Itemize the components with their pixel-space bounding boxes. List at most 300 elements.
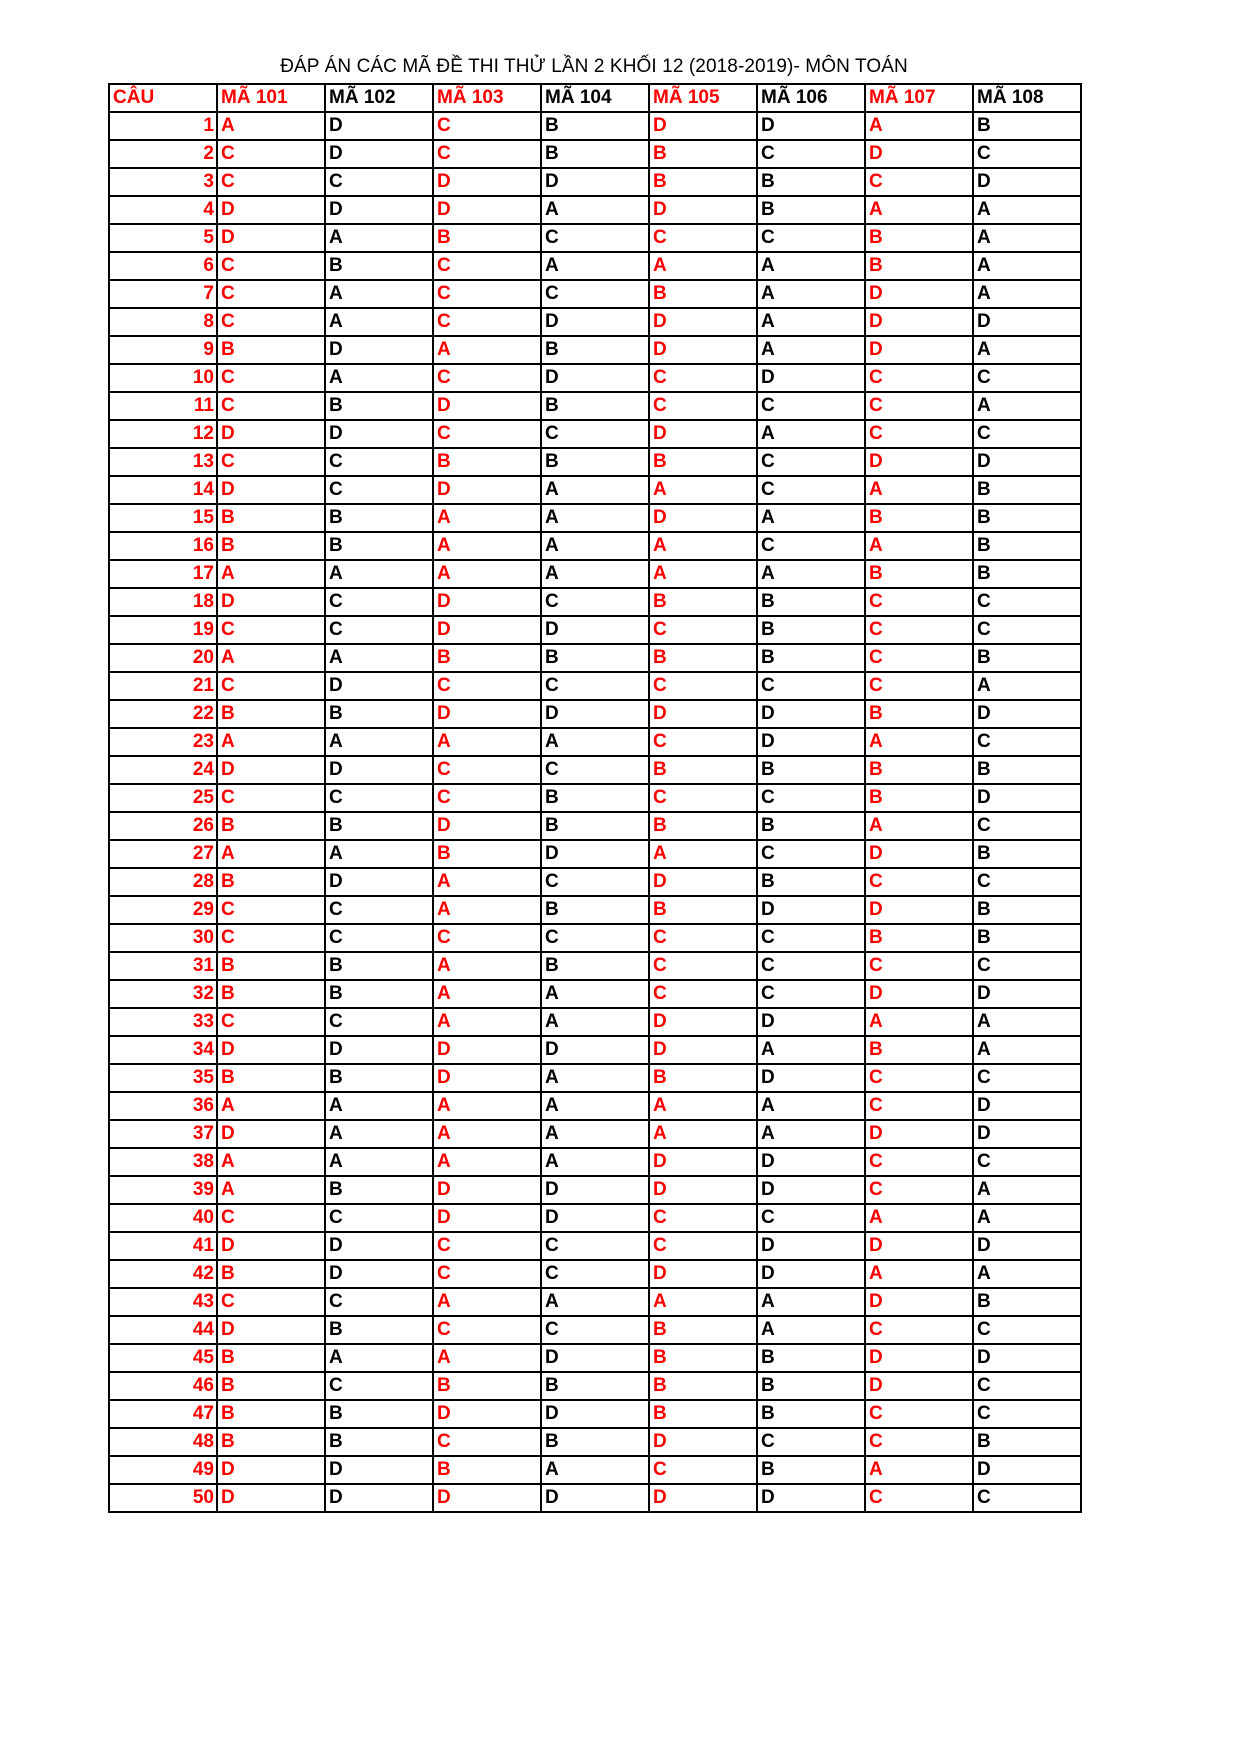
answer-cell: A <box>433 1092 541 1120</box>
table-row <box>109 1484 1081 1512</box>
answer-cell: A <box>649 1288 757 1316</box>
answer-cell: B <box>541 448 649 476</box>
answer-cell: D <box>217 1456 325 1484</box>
answer-cell: D <box>541 364 649 392</box>
answer-cell: C <box>649 784 757 812</box>
table-row <box>109 588 1081 616</box>
answer-cell: B <box>649 1316 757 1344</box>
table-row <box>109 980 1081 1008</box>
table-row <box>109 1344 1081 1372</box>
question-number-cell: 22 <box>109 700 217 728</box>
answer-cell: B <box>865 252 973 280</box>
answer-cell: A <box>433 336 541 364</box>
answer-cell: C <box>649 980 757 1008</box>
table-row <box>109 560 1081 588</box>
answer-cell: D <box>649 1176 757 1204</box>
answer-cell: C <box>541 868 649 896</box>
answer-cell: B <box>865 560 973 588</box>
answer-cell: C <box>865 672 973 700</box>
page-title: ĐÁP ÁN CÁC MÃ ĐỀ THI THỬ LẦN 2 KHỐI 12 (2018-2019)- MÔN TOÁN <box>280 56 908 77</box>
answer-cell: C <box>541 1316 649 1344</box>
answer-cell: C <box>865 588 973 616</box>
question-number-cell: 42 <box>109 1260 217 1288</box>
answer-cell: D <box>649 1484 757 1512</box>
answer-cell: D <box>217 420 325 448</box>
question-number-cell: 8 <box>109 308 217 336</box>
answer-cell: A <box>325 364 433 392</box>
table-row <box>109 532 1081 560</box>
answer-cell: A <box>325 1148 433 1176</box>
answer-cell: A <box>541 560 649 588</box>
header-cau: CÂU <box>109 84 217 112</box>
answer-cell: C <box>217 1204 325 1232</box>
table-row <box>109 896 1081 924</box>
table-row <box>109 392 1081 420</box>
answer-cell: A <box>649 840 757 868</box>
answer-cell: D <box>973 1232 1081 1260</box>
question-number-cell: 21 <box>109 672 217 700</box>
table-row <box>109 728 1081 756</box>
answer-cell: B <box>757 1456 865 1484</box>
table-row <box>109 672 1081 700</box>
question-number-cell: 41 <box>109 1232 217 1260</box>
answer-cell: D <box>541 308 649 336</box>
answer-cell: C <box>757 952 865 980</box>
answer-cell: C <box>217 616 325 644</box>
answer-cell: B <box>433 224 541 252</box>
answer-cell: C <box>757 392 865 420</box>
answer-cell: B <box>757 868 865 896</box>
table-row <box>109 1232 1081 1260</box>
answer-cell: C <box>973 420 1081 448</box>
answer-cell: C <box>217 784 325 812</box>
question-number-cell: 50 <box>109 1484 217 1512</box>
answer-cell: D <box>541 616 649 644</box>
answer-cell: B <box>325 392 433 420</box>
answer-cell: B <box>865 756 973 784</box>
question-number-cell: 32 <box>109 980 217 1008</box>
answer-cell: C <box>325 784 433 812</box>
answer-cell: D <box>757 1064 865 1092</box>
answer-cell: D <box>433 1176 541 1204</box>
answer-cell: C <box>433 756 541 784</box>
answer-cell: C <box>541 1232 649 1260</box>
answer-cell: D <box>325 1260 433 1288</box>
answer-cell: A <box>973 196 1081 224</box>
answer-cell: B <box>649 812 757 840</box>
answer-cell: D <box>541 1036 649 1064</box>
answer-cell: B <box>541 336 649 364</box>
answer-cell: B <box>973 840 1081 868</box>
answer-cell: B <box>973 756 1081 784</box>
answer-cell: C <box>433 140 541 168</box>
question-number-cell: 28 <box>109 868 217 896</box>
answer-cell: C <box>433 1428 541 1456</box>
answer-cell: A <box>325 1344 433 1372</box>
answer-cell: C <box>217 924 325 952</box>
answer-cell: A <box>541 1148 649 1176</box>
answer-cell: C <box>217 364 325 392</box>
answer-cell: D <box>865 1232 973 1260</box>
answer-cell: D <box>973 1092 1081 1120</box>
answer-cell: D <box>433 588 541 616</box>
answer-cell: D <box>865 1372 973 1400</box>
answer-cell: D <box>865 1288 973 1316</box>
answer-cell: C <box>217 896 325 924</box>
answer-cell: D <box>433 392 541 420</box>
answer-cell: C <box>757 140 865 168</box>
answer-cell: B <box>973 560 1081 588</box>
question-number-cell: 37 <box>109 1120 217 1148</box>
answer-cell: C <box>325 1288 433 1316</box>
answer-cell: B <box>757 1372 865 1400</box>
answer-cell: C <box>541 924 649 952</box>
question-number-cell: 27 <box>109 840 217 868</box>
table-row <box>109 1260 1081 1288</box>
answer-cell: A <box>649 532 757 560</box>
header-row <box>109 84 1081 112</box>
answer-cell: B <box>325 980 433 1008</box>
answer-cell: B <box>217 1260 325 1288</box>
question-number-cell: 20 <box>109 644 217 672</box>
answer-cell: B <box>325 532 433 560</box>
answer-cell: C <box>217 448 325 476</box>
answer-cell: C <box>541 672 649 700</box>
header-ma-101: MÃ 101 <box>217 84 325 112</box>
answer-cell: D <box>973 448 1081 476</box>
answer-cell: C <box>541 588 649 616</box>
answer-cell: C <box>217 1288 325 1316</box>
answer-cell: B <box>217 700 325 728</box>
table-row <box>109 952 1081 980</box>
answer-cell: B <box>865 784 973 812</box>
question-number-cell: 13 <box>109 448 217 476</box>
answer-cell: C <box>973 140 1081 168</box>
answer-cell: D <box>757 728 865 756</box>
answer-cell: D <box>433 1204 541 1232</box>
answer-cell: B <box>433 448 541 476</box>
answer-cell: C <box>433 420 541 448</box>
answer-cell: D <box>649 196 757 224</box>
answer-cell: D <box>433 1400 541 1428</box>
answer-cell: A <box>217 840 325 868</box>
answer-cell: D <box>973 784 1081 812</box>
table-row <box>109 700 1081 728</box>
answer-cell: D <box>217 1232 325 1260</box>
answer-cell: B <box>649 448 757 476</box>
answer-rows <box>109 112 1081 1512</box>
answer-cell: A <box>757 504 865 532</box>
table-row <box>109 168 1081 196</box>
answer-cell: C <box>757 532 865 560</box>
answer-cell: D <box>649 420 757 448</box>
answer-cell: C <box>865 1428 973 1456</box>
answer-cell: B <box>865 224 973 252</box>
question-number-cell: 45 <box>109 1344 217 1372</box>
answer-cell: B <box>973 924 1081 952</box>
answer-cell: C <box>757 1204 865 1232</box>
question-number-cell: 23 <box>109 728 217 756</box>
answer-cell: D <box>325 672 433 700</box>
question-number-cell: 29 <box>109 896 217 924</box>
answer-cell: C <box>865 1316 973 1344</box>
answer-cell: D <box>757 364 865 392</box>
answer-cell: C <box>865 392 973 420</box>
answer-cell: A <box>433 560 541 588</box>
answer-cell: D <box>757 112 865 140</box>
answer-cell: A <box>757 420 865 448</box>
answer-cell: B <box>217 952 325 980</box>
answer-cell: D <box>865 336 973 364</box>
table-row <box>109 924 1081 952</box>
answer-cell: B <box>973 644 1081 672</box>
header-ma-103: MÃ 103 <box>433 84 541 112</box>
answer-cell: A <box>757 1288 865 1316</box>
answer-cell: A <box>649 1092 757 1120</box>
answer-cell: A <box>325 280 433 308</box>
answer-cell: D <box>865 1344 973 1372</box>
answer-cell: D <box>433 1064 541 1092</box>
answer-cell: A <box>865 532 973 560</box>
answer-cell: A <box>865 728 973 756</box>
answer-cell: D <box>865 840 973 868</box>
answer-cell: B <box>325 700 433 728</box>
answer-cell: A <box>865 1456 973 1484</box>
answer-cell: B <box>649 168 757 196</box>
table-row <box>109 1148 1081 1176</box>
answer-cell: D <box>649 1148 757 1176</box>
answer-cell: A <box>325 1120 433 1148</box>
header-ma-102: MÃ 102 <box>325 84 433 112</box>
answer-cell: D <box>433 812 541 840</box>
answer-cell: D <box>649 504 757 532</box>
table-row <box>109 1008 1081 1036</box>
answer-cell: A <box>541 1120 649 1148</box>
question-number-cell: 4 <box>109 196 217 224</box>
answer-cell: C <box>649 1232 757 1260</box>
answer-cell: B <box>217 812 325 840</box>
table-row <box>109 1288 1081 1316</box>
answer-cell: C <box>649 1456 757 1484</box>
header-ma-107: MÃ 107 <box>865 84 973 112</box>
answer-cell: A <box>865 196 973 224</box>
answer-cell: D <box>649 868 757 896</box>
answer-cell: C <box>865 644 973 672</box>
answer-cell: C <box>433 1316 541 1344</box>
answer-cell: B <box>649 1400 757 1428</box>
question-number-cell: 38 <box>109 1148 217 1176</box>
question-number-cell: 18 <box>109 588 217 616</box>
answer-cell: C <box>325 896 433 924</box>
answer-cell: C <box>649 616 757 644</box>
answer-table <box>108 83 1082 1513</box>
answer-cell: C <box>541 280 649 308</box>
answer-cell: A <box>757 336 865 364</box>
answer-cell: C <box>865 868 973 896</box>
answer-cell: D <box>217 224 325 252</box>
answer-cell: D <box>973 1120 1081 1148</box>
answer-cell: D <box>541 1344 649 1372</box>
answer-cell: C <box>433 308 541 336</box>
answer-cell: B <box>973 112 1081 140</box>
answer-cell: D <box>541 840 649 868</box>
answer-cell: B <box>973 1428 1081 1456</box>
answer-cell: B <box>649 1344 757 1372</box>
answer-cell: C <box>217 252 325 280</box>
answer-cell: B <box>325 1400 433 1428</box>
question-number-cell: 46 <box>109 1372 217 1400</box>
answer-cell: C <box>973 812 1081 840</box>
answer-cell: C <box>973 1484 1081 1512</box>
answer-cell: C <box>757 476 865 504</box>
answer-cell: B <box>325 1316 433 1344</box>
answer-cell: C <box>973 868 1081 896</box>
question-number-cell: 15 <box>109 504 217 532</box>
answer-cell: B <box>433 1456 541 1484</box>
answer-cell: C <box>649 224 757 252</box>
answer-cell: B <box>973 504 1081 532</box>
answer-cell: A <box>541 532 649 560</box>
header-ma-108: MÃ 108 <box>973 84 1081 112</box>
answer-cell: C <box>757 784 865 812</box>
answer-cell: C <box>217 280 325 308</box>
answer-cell: B <box>757 1344 865 1372</box>
answer-cell: C <box>757 840 865 868</box>
table-row <box>109 1316 1081 1344</box>
answer-cell: B <box>217 1400 325 1428</box>
answer-cell: B <box>649 1064 757 1092</box>
answer-cell: D <box>325 756 433 784</box>
answer-cell: B <box>973 532 1081 560</box>
question-number-cell: 1 <box>109 112 217 140</box>
answer-cell: C <box>973 728 1081 756</box>
answer-cell: D <box>757 1176 865 1204</box>
question-number-cell: 35 <box>109 1064 217 1092</box>
answer-cell: D <box>433 616 541 644</box>
answer-cell: B <box>649 896 757 924</box>
answer-cell: C <box>865 1484 973 1512</box>
answer-cell: A <box>325 840 433 868</box>
answer-cell: D <box>325 868 433 896</box>
answer-cell: D <box>865 448 973 476</box>
answer-cell: B <box>865 700 973 728</box>
answer-cell: C <box>649 364 757 392</box>
answer-cell: B <box>217 1344 325 1372</box>
answer-cell: C <box>757 224 865 252</box>
answer-cell: D <box>757 1148 865 1176</box>
answer-cell: D <box>217 1316 325 1344</box>
answer-cell: A <box>541 1456 649 1484</box>
answer-cell: A <box>973 224 1081 252</box>
answer-cell: A <box>541 504 649 532</box>
answer-cell: C <box>973 616 1081 644</box>
table-row <box>109 112 1081 140</box>
table-row <box>109 476 1081 504</box>
answer-cell: C <box>217 1008 325 1036</box>
table-row <box>109 840 1081 868</box>
answer-cell: C <box>757 448 865 476</box>
answer-cell: D <box>217 1036 325 1064</box>
answer-cell: C <box>433 252 541 280</box>
table-row <box>109 1092 1081 1120</box>
answer-cell: D <box>973 308 1081 336</box>
answer-cell: B <box>541 1372 649 1400</box>
answer-cell: C <box>433 112 541 140</box>
answer-cell: C <box>757 924 865 952</box>
answer-cell: C <box>325 924 433 952</box>
question-number-cell: 24 <box>109 756 217 784</box>
table-row <box>109 448 1081 476</box>
answer-cell: D <box>973 700 1081 728</box>
answer-cell: D <box>649 1008 757 1036</box>
answer-cell: D <box>865 896 973 924</box>
question-number-cell: 14 <box>109 476 217 504</box>
answer-cell: C <box>325 588 433 616</box>
answer-cell: C <box>865 364 973 392</box>
question-number-cell: 36 <box>109 1092 217 1120</box>
answer-cell: B <box>865 1036 973 1064</box>
answer-cell: B <box>757 616 865 644</box>
table-row <box>109 1372 1081 1400</box>
answer-cell: B <box>325 1176 433 1204</box>
answer-cell: B <box>757 588 865 616</box>
answer-cell: A <box>973 392 1081 420</box>
answer-cell: C <box>973 1372 1081 1400</box>
table-row <box>109 616 1081 644</box>
table-row <box>109 420 1081 448</box>
answer-cell: B <box>757 756 865 784</box>
table-row <box>109 812 1081 840</box>
header-ma-105: MÃ 105 <box>649 84 757 112</box>
answer-cell: D <box>325 196 433 224</box>
question-number-cell: 11 <box>109 392 217 420</box>
answer-cell: D <box>757 896 865 924</box>
question-number-cell: 30 <box>109 924 217 952</box>
table-row <box>109 140 1081 168</box>
answer-cell: B <box>541 784 649 812</box>
answer-cell: D <box>973 168 1081 196</box>
answer-cell: D <box>325 140 433 168</box>
question-number-cell: 16 <box>109 532 217 560</box>
answer-cell: D <box>865 980 973 1008</box>
answer-cell: A <box>757 252 865 280</box>
answer-cell: C <box>433 280 541 308</box>
answer-cell: D <box>217 196 325 224</box>
answer-cell: D <box>541 1204 649 1232</box>
answer-cell: B <box>325 1428 433 1456</box>
answer-cell: C <box>433 364 541 392</box>
answer-cell: A <box>649 1120 757 1148</box>
answer-cell: A <box>649 476 757 504</box>
answer-cell: B <box>973 476 1081 504</box>
answer-cell: A <box>217 112 325 140</box>
table-row <box>109 504 1081 532</box>
header-ma-104: MÃ 104 <box>541 84 649 112</box>
answer-cell: B <box>649 280 757 308</box>
answer-cell: C <box>865 1400 973 1428</box>
answer-cell: A <box>757 1036 865 1064</box>
table-row <box>109 644 1081 672</box>
table-row <box>109 1428 1081 1456</box>
answer-cell: C <box>649 672 757 700</box>
question-number-cell: 25 <box>109 784 217 812</box>
question-number-cell: 43 <box>109 1288 217 1316</box>
answer-cell: C <box>757 1428 865 1456</box>
question-number-cell: 26 <box>109 812 217 840</box>
answer-cell: D <box>541 700 649 728</box>
answer-cell: A <box>649 252 757 280</box>
answer-cell: D <box>649 1036 757 1064</box>
